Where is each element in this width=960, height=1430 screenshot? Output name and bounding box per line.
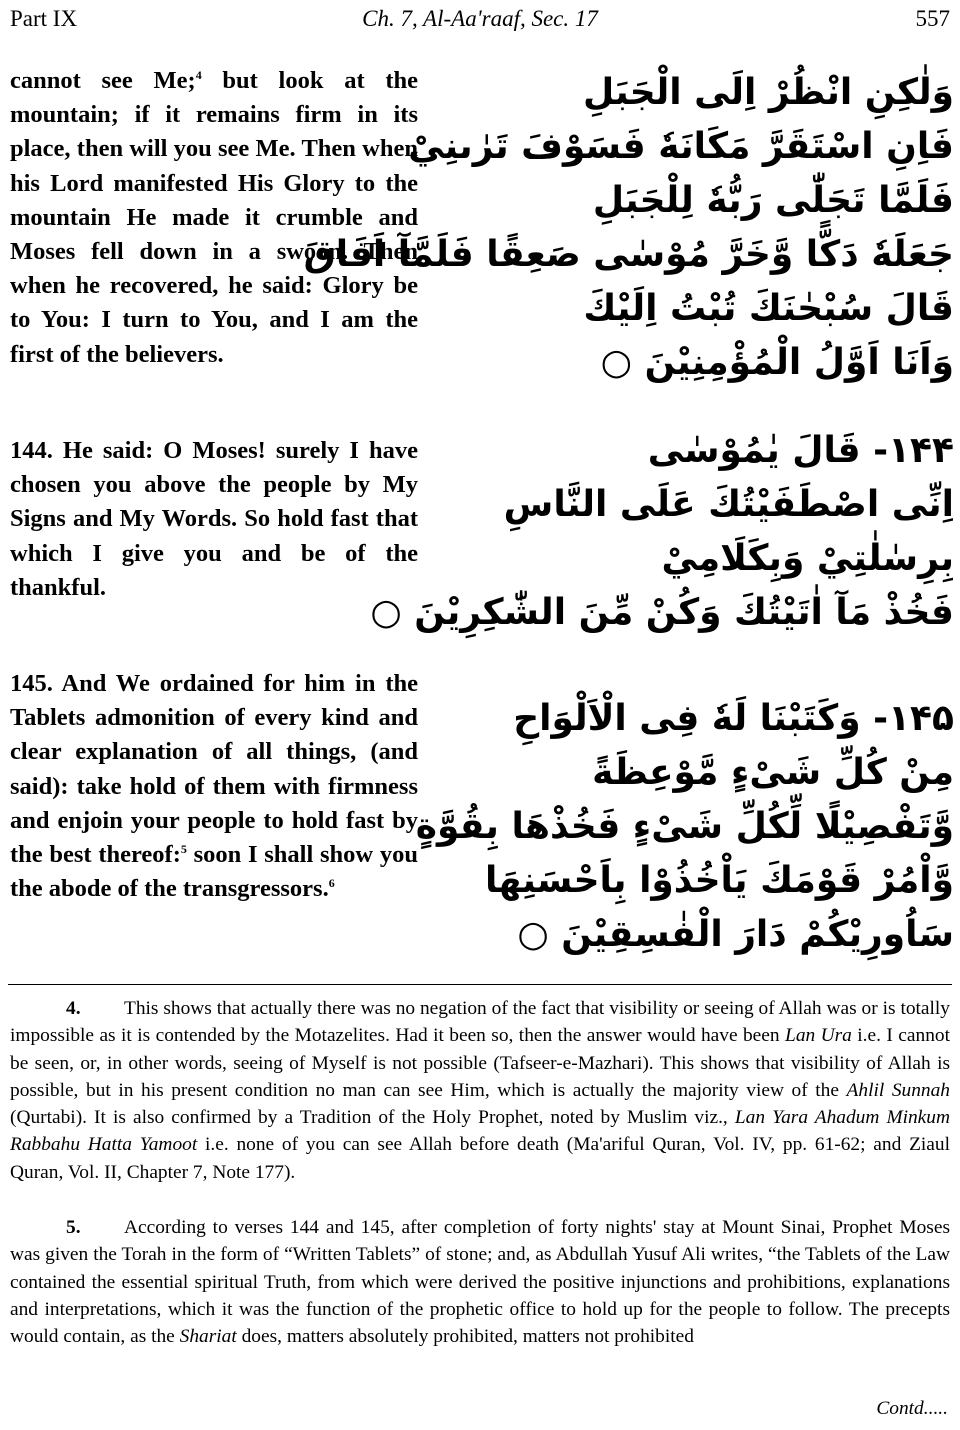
page-header bbox=[10, 6, 950, 34]
continued-label: Contd..... bbox=[876, 1398, 948, 1419]
verse-text: but look at the mountain; if it remains firm in its place, then will you see Me. Then when his Lord manifested His Glory to the mountain He made it crumble and Moses fell down in a swoon. Then when he recovered, he said: Glory be to You: I turn to You, and I am the first of the believers. bbox=[10, 67, 418, 368]
arabic-line: وَاَنَا اَوَّلُ الْمُؤْمِنِيْنَ ○ bbox=[600, 342, 954, 383]
verse-text: soon I shall show you the abode of the transgressors. bbox=[10, 841, 418, 903]
footnote-4 bbox=[10, 995, 950, 1186]
part-label: Part IX bbox=[10, 6, 78, 31]
footnote-italic: Ahlil Sunnah bbox=[846, 1079, 950, 1101]
footnote-text: According to verses 144 and 145, after completion of forty nights' stay at Mount Sinai, Prophet Moses was given the Torah in the form of “Written Tablets” of stone; and, as Abdullah Yusuf Ali writes, “the Tablets of the Law contained the essential spiritual Truth, from which were derived the positive injunctions and prohibitions, explanations and interpretations, which it was the function of the prophetic office to hold up for the people to follow. The precepts would contain, as the bbox=[10, 1217, 950, 1348]
footnote-italic: Shariat bbox=[179, 1326, 237, 1348]
arabic-line: وَلٰكِنِ انْظُرْ اِلَى الْجَبَلِ bbox=[582, 72, 954, 113]
arabic-line: سَاُورِيْكُمْ دَارَ الْفٰسِقِيْنَ ○ bbox=[517, 914, 954, 955]
footnote-ref[interactable]: 6 bbox=[328, 876, 335, 891]
verse-text: cannot see Me; bbox=[10, 67, 196, 94]
footnote-ref[interactable]: 4 bbox=[195, 67, 202, 82]
footnote-text: i.e. I cannot be seen, or, in other words, seeing of Myself is not possible (Tafseer-e-Mazhari). This shows that visibility of Allah is possible, but in his present condition no man can see Him, which is actually the majority view of the bbox=[10, 1025, 950, 1101]
footnote-text: This shows that actually there was no negation of the fact that visibility or seeing of Allah was or is totally impossible as it is contended by the Motazelites. Had it been so, then the answer would have been bbox=[10, 998, 950, 1047]
footnote-divider bbox=[8, 984, 952, 985]
arabic-line: جَعَلَهٗ دَكًّا وَّخَرَّ مُوْسٰى صَعِقًا فَلَمَّآ اَفَاقَ bbox=[303, 234, 954, 275]
verse-text: 145. And We ordained for him in the Tablets admonition of every kind and clear explanation of all things, (and said): take hold of them with firmness and enjoin your people to hold fast by the best thereof: bbox=[10, 670, 418, 869]
arabic-line: مِنْ كُلِّ شَىْءٍ مَّوْعِظَةً bbox=[592, 752, 954, 793]
arabic-line: قَالَ سُبْحٰنَكَ تُبْتُ اِلَيْكَ bbox=[583, 288, 954, 329]
arabic-line: ۱۴۵- وَكَتَبْنَا لَهٗ فِى الْاَلْوَاحِ bbox=[513, 698, 954, 739]
footnote-text: i.e. none of you can see Allah before death (Ma'ariful Quran, Vol. IV, pp. 61-62; and Ziaul Quran, Vol. II, Chapter 7, Note 177). bbox=[10, 1134, 950, 1183]
arabic-line: اِنِّى اصْطَفَيْتُكَ عَلَى النَّاسِ bbox=[503, 484, 954, 525]
arabic-line: ۱۴۴- قَالَ يٰمُوْسٰى bbox=[647, 430, 954, 471]
page-number: 557 bbox=[915, 6, 950, 31]
arabic-line: بِرِسٰلٰتِيْ وَبِكَلَامِيْ bbox=[661, 538, 954, 579]
footnote-italic: Lan Ura bbox=[785, 1025, 852, 1047]
footnote-ref[interactable]: 5 bbox=[180, 841, 187, 856]
footnote-text: does, matters absolutely prohibited, matters not prohibited bbox=[236, 1326, 694, 1348]
verse-144-english: 144. He said: O Moses! surely I have chosen you above the people by My Signs and My Words. So hold fast that which I give you and be of the thankful. bbox=[10, 437, 418, 601]
footnote-text: (Qurtabi). It is also confirmed by a Tradition of the Holy Prophet, noted by Muslim viz., bbox=[10, 1107, 735, 1129]
verse-145-english bbox=[10, 667, 418, 906]
verse-145-arabic bbox=[415, 692, 954, 962]
verse-143-arabic bbox=[303, 66, 954, 390]
verse-144-arabic bbox=[370, 424, 954, 640]
footnote-number: 4. bbox=[66, 998, 81, 1019]
footnote-5 bbox=[10, 1214, 950, 1350]
arabic-line: فَاِنِ اسْتَقَرَّ مَكَانَهٗ فَسَوْفَ تَرٰىنِيْ bbox=[408, 126, 954, 167]
chapter-title: Ch. 7, Al-Aa'raaf, Sec. 17 bbox=[362, 6, 598, 31]
arabic-line: فَخُذْ مَآ اٰتَيْتُكَ وَكُنْ مِّنَ الشّٰكِرِيْنَ ○ bbox=[370, 592, 954, 633]
footnote-italic: Lan Yara Ahadum Minkum Rabbahu Hatta Yamoot bbox=[10, 1107, 950, 1156]
arabic-line: فَلَمَّا تَجَلّٰى رَبُّهٗ لِلْجَبَلِ bbox=[592, 180, 954, 221]
footnote-number: 5. bbox=[66, 1217, 81, 1238]
verse-143-english bbox=[10, 64, 418, 372]
arabic-line: وَّتَفْصِيْلًا لِّكُلِّ شَىْءٍ فَخُذْهَا بِقُوَّةٍ bbox=[415, 806, 954, 847]
arabic-line: وَّاْمُرْ قَوْمَكَ يَاْخُذُوْا بِاَحْسَنِهَا bbox=[484, 860, 954, 901]
